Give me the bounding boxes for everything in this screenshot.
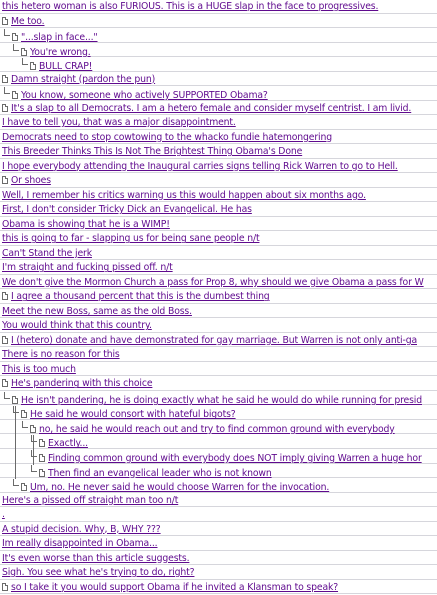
post-title-link[interactable]: He's pandering with this choice xyxy=(11,378,153,390)
post-title-link[interactable]: There is no reason for this xyxy=(2,349,120,361)
thread-row xyxy=(0,102,437,117)
thread-row xyxy=(0,406,437,421)
tree-line xyxy=(33,435,34,450)
post-title-link[interactable]: You would think that this country. xyxy=(2,320,152,332)
tree-line xyxy=(15,406,16,421)
thread-row xyxy=(0,261,437,276)
tree-line xyxy=(15,421,16,436)
thread-row xyxy=(0,421,437,436)
post-title-link[interactable]: Im really disappointed in Obama... xyxy=(2,538,158,550)
post-title-link[interactable]: Me too. xyxy=(11,15,45,27)
post-title-link[interactable]: I'm straight and fucking pissed off. n/t xyxy=(2,262,173,274)
tree-elbow-icon xyxy=(22,421,28,428)
thread-row xyxy=(0,537,437,552)
document-icon xyxy=(12,33,18,41)
tree-line xyxy=(15,450,16,465)
thread-row xyxy=(0,73,437,88)
tree-elbow-icon xyxy=(4,29,10,36)
post-title-link[interactable]: I agree a thousand percent that this is the dumbest thing xyxy=(11,291,270,303)
thread-row xyxy=(0,363,437,378)
post-title-link[interactable]: This is too much xyxy=(2,363,76,375)
post-title-link[interactable]: Exactly... xyxy=(48,438,88,450)
document-icon xyxy=(2,379,8,387)
post-title-link[interactable]: I hope everybody attending the Inaugural carries signs telling Rick Warren to go to Hell. xyxy=(2,160,398,172)
thread-row xyxy=(0,334,437,349)
post-title-link[interactable]: He said he would consort with hateful bigots? xyxy=(30,409,236,421)
thread-row xyxy=(0,203,437,218)
thread-row xyxy=(0,581,437,595)
post-title-link[interactable]: . xyxy=(2,509,5,521)
thread-row xyxy=(0,392,437,407)
tree-elbow-icon xyxy=(31,435,37,442)
thread-row xyxy=(0,450,437,465)
document-icon xyxy=(2,336,8,344)
thread-row xyxy=(0,189,437,204)
thread-row xyxy=(0,276,437,291)
post-title-link[interactable]: I have to tell you, that was a major disappointment. xyxy=(2,117,236,129)
document-icon xyxy=(12,91,18,99)
post-title-link[interactable]: Can't Stand the jerk xyxy=(2,247,92,259)
thread-row xyxy=(0,29,437,44)
thread-row xyxy=(0,566,437,581)
thread-row xyxy=(0,44,437,59)
thread-row xyxy=(0,145,437,160)
thread-row xyxy=(0,0,437,15)
post-title-link[interactable]: Damn straight (pardon the pun) xyxy=(11,73,156,85)
post-title-link[interactable]: Obama is showing that he is a WIMP! xyxy=(2,218,170,230)
document-icon xyxy=(12,396,18,404)
document-icon xyxy=(2,75,8,83)
post-title-link[interactable]: This Breeder Thinks This Is Not The Brightest Thing Obama's Done xyxy=(2,146,303,158)
post-title-link[interactable]: I (hetero) donate and have demonstrated for gay marriage. But Warren is not only anti-ga xyxy=(11,334,417,346)
document-icon xyxy=(2,176,8,184)
thread-row xyxy=(0,494,437,509)
post-title-link[interactable]: Well, I remember his critics warning us this would happen about six months ago. xyxy=(2,189,366,201)
post-title-link[interactable]: BULL CRAP! xyxy=(39,61,93,73)
document-icon xyxy=(39,454,45,462)
thread-row xyxy=(0,435,437,450)
thread-row xyxy=(0,174,437,189)
thread-row xyxy=(0,348,437,363)
post-title-link[interactable]: It's even worse than this article suggests. xyxy=(2,552,190,564)
post-title-link[interactable]: this is going to far - slapping us for being sane people n/t xyxy=(2,233,260,245)
post-title-link[interactable]: First, I don't consider Tricky Dick an Evangelical. He has xyxy=(2,204,252,216)
thread-row xyxy=(0,465,437,480)
post-title-link[interactable]: Or shoes xyxy=(11,175,51,187)
thread-row xyxy=(0,305,437,320)
post-title-link[interactable]: You know, someone who actively SUPPORTED Obama? xyxy=(21,90,268,102)
tree-elbow-icon xyxy=(13,406,19,413)
post-title-link[interactable]: "...slap in face..." xyxy=(21,32,98,44)
post-title-link[interactable]: Finding common ground with everybody does NOT imply giving Warren a huge hor xyxy=(48,452,422,464)
document-icon xyxy=(30,425,36,433)
thread-row xyxy=(0,319,437,334)
tree-elbow-icon xyxy=(31,450,37,457)
thread-row xyxy=(0,377,437,392)
post-title-link[interactable]: so I take it you would support Obama if he invited a Klansman to speak? xyxy=(11,581,339,593)
document-icon xyxy=(21,483,27,491)
thread-row xyxy=(0,218,437,233)
thread-row xyxy=(0,58,437,73)
tree-elbow-icon xyxy=(22,58,28,65)
post-title-link[interactable]: Sigh. You see what he's trying to do, right? xyxy=(2,567,195,579)
post-title-link[interactable]: A stupid decision. Why, B, WHY ??? xyxy=(2,523,161,535)
post-title-link[interactable]: Meet the new Boss, same as the old Boss. xyxy=(2,305,192,317)
document-icon xyxy=(39,439,45,447)
post-title-link[interactable]: It's a slap to all Democrats. I am a hetero female and consider myself centrist. I am livid. xyxy=(11,102,412,114)
document-icon xyxy=(2,292,8,300)
tree-line xyxy=(15,435,16,450)
thread-row xyxy=(0,523,437,538)
thread-row xyxy=(0,479,437,494)
document-icon xyxy=(2,104,8,112)
thread-row xyxy=(0,232,437,247)
thread-row xyxy=(0,87,437,102)
document-icon xyxy=(2,17,8,25)
post-title-link[interactable]: this hetero woman is also FURIOUS. This is a HUGE slap in the face to progressives. xyxy=(2,1,379,12)
thread-row xyxy=(0,508,437,523)
post-title-link[interactable]: no, he said he would reach out and try to find common ground with everybody xyxy=(39,423,395,435)
document-icon xyxy=(39,469,45,477)
document-icon xyxy=(21,48,27,56)
post-title-link[interactable]: Then find an evangelical leader who is not known xyxy=(48,467,272,479)
thread-row xyxy=(0,116,437,131)
tree-line xyxy=(33,450,34,465)
document-icon xyxy=(21,410,27,418)
thread-row xyxy=(0,160,437,175)
thread-row xyxy=(0,552,437,567)
post-title-link[interactable]: We don't give the Mormon Church a pass for Prop 8, why should we give Obama a pass for W xyxy=(2,276,424,288)
thread-row xyxy=(0,290,437,305)
thread-row xyxy=(0,15,437,30)
post-title-link[interactable]: Democrats need to stop cowtowing to the whacko fundie hatemongering xyxy=(2,131,332,143)
tree-elbow-icon xyxy=(4,87,10,94)
tree-elbow-icon xyxy=(13,479,19,486)
thread-row xyxy=(0,247,437,262)
post-title-link[interactable]: He isn't pandering, he is doing exactly what he said he would do while running for presid xyxy=(21,394,422,406)
tree-line xyxy=(15,465,16,480)
tree-elbow-icon xyxy=(4,392,10,399)
post-title-link[interactable]: Here's a pissed off straight man too n/t xyxy=(2,494,179,506)
tree-elbow-icon xyxy=(31,465,37,472)
post-title-link[interactable]: Um, no. He never said he would choose Warren for the invocation. xyxy=(30,482,330,494)
thread-row xyxy=(0,131,437,146)
tree-elbow-icon xyxy=(13,44,19,51)
document-icon xyxy=(2,583,8,591)
document-icon xyxy=(30,62,36,70)
post-title-link[interactable]: You're wrong. xyxy=(30,46,91,58)
